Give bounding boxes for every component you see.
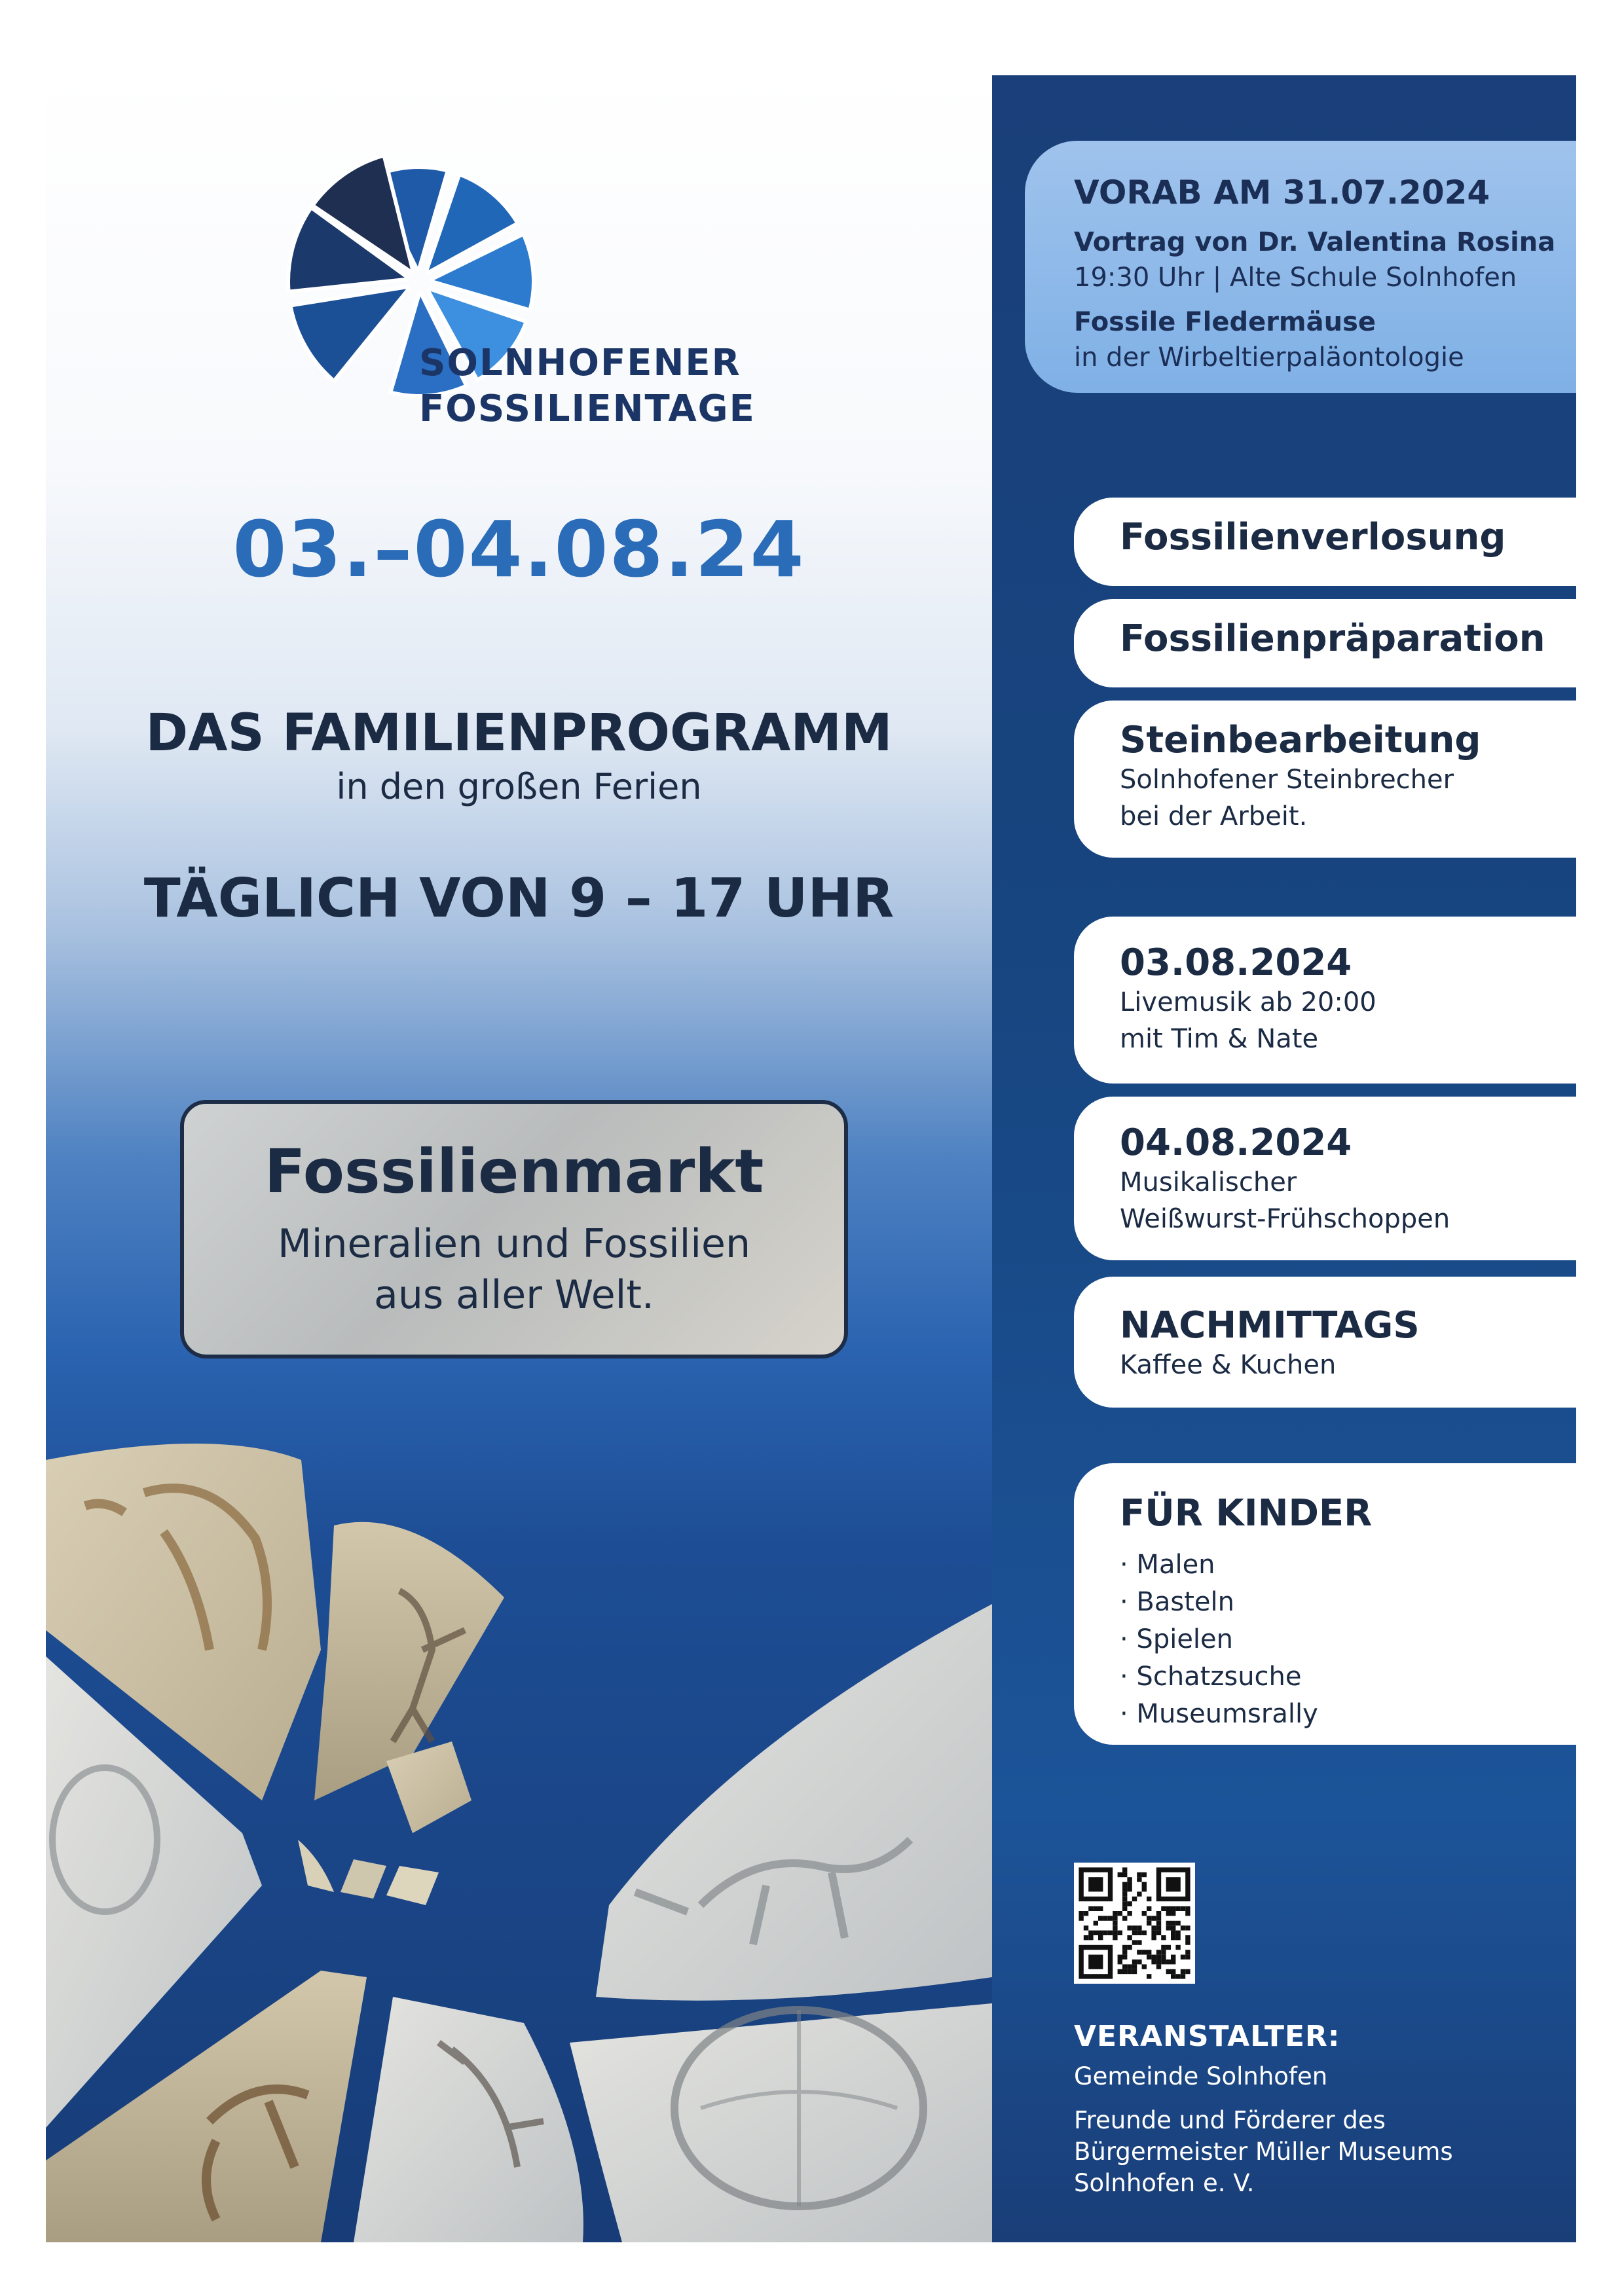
pre-event-title: VORAB AM 31.07.2024 bbox=[1074, 173, 1490, 211]
fossil-collage-image bbox=[46, 1434, 992, 2242]
organizer-title: VERANSTALTER: bbox=[1074, 2020, 1340, 2053]
organizer-association: Freunde und Förderer des Bürgermeister Müller Museums Solnhofen e. V. bbox=[1074, 2106, 1453, 2197]
qr-code-icon[interactable] bbox=[1074, 1863, 1195, 1984]
kids-activity-list bbox=[1120, 1546, 1576, 1733]
fossil-slab-tiny-2 bbox=[341, 1859, 386, 1899]
kids-activity-item: · Schatzsuche bbox=[1120, 1662, 1302, 1692]
fossil-slab-prawn bbox=[354, 1997, 583, 2242]
afternoon-title: NACHMITTAGS bbox=[1120, 1304, 1420, 1347]
organizer-municipality: Gemeinde Solnhofen bbox=[1074, 2062, 1328, 2090]
program-item-verlosung bbox=[1074, 498, 1576, 586]
kids-activity-item: · Museumsrally bbox=[1120, 1699, 1318, 1729]
market-line-2: aus aller Welt. bbox=[374, 1272, 654, 1318]
fossil-slab-tiny-3 bbox=[386, 1866, 439, 1905]
day-2-date: 04.08.2024 bbox=[1120, 1121, 1352, 1164]
kids-activity-item: · Malen bbox=[1120, 1550, 1215, 1580]
fossil-slab-tiny-1 bbox=[298, 1840, 334, 1892]
stein-line-2: bei der Arbeit. bbox=[1120, 801, 1308, 831]
kids-title: FÜR KINDER bbox=[1120, 1492, 1373, 1535]
family-program-subtitle: in den großen Ferien bbox=[336, 766, 702, 807]
afternoon-text: Kaffee & Kuchen bbox=[1120, 1350, 1337, 1380]
program-item-praeparation bbox=[1074, 599, 1576, 687]
day-2-line-1: Musikalischer bbox=[1120, 1167, 1297, 1197]
event-date: 03.–04.08.24 bbox=[232, 504, 805, 594]
stein-line-1: Solnhofener Steinbrecher bbox=[1120, 765, 1454, 795]
market-description bbox=[184, 1218, 844, 1321]
kids-activity-item: · Basteln bbox=[1120, 1587, 1234, 1617]
family-program-title: DAS FAMILIENPROGRAMM bbox=[145, 704, 893, 763]
logo-wordmark bbox=[419, 340, 756, 432]
pre-event-lecture-box bbox=[1025, 141, 1576, 393]
lecture-topic-title: Fossile Fledermäuse bbox=[1074, 307, 1376, 337]
fossil-slab-dinosaur bbox=[596, 1604, 992, 2001]
program-item-day-2 bbox=[1074, 1097, 1576, 1260]
day-1-date: 03.08.2024 bbox=[1120, 941, 1352, 984]
verlosung-title: Fossilienverlosung bbox=[1120, 516, 1506, 558]
program-item-day-1 bbox=[1074, 917, 1576, 1084]
day-1-line-1: Livemusik ab 20:00 bbox=[1120, 987, 1376, 1017]
day-2-line-2: Weißwurst-Frühschoppen bbox=[1120, 1204, 1450, 1234]
logo-petal bbox=[290, 287, 408, 381]
program-item-kids bbox=[1074, 1463, 1576, 1745]
market-line-1: Mineralien und Fossilien bbox=[278, 1221, 750, 1267]
day-1-line-2: mit Tim & Nate bbox=[1120, 1024, 1319, 1054]
program-item-steinbearbeitung bbox=[1074, 701, 1576, 858]
kids-activity-item: · Spielen bbox=[1120, 1624, 1234, 1654]
daily-hours: TÄGLICH VON 9 – 17 UHR bbox=[143, 867, 895, 930]
logo-line-1: SOLNHOFENER bbox=[419, 342, 741, 384]
lecture-topic-subtitle: in der Wirbeltierpaläontologie bbox=[1074, 342, 1464, 373]
lecture-time-place: 19:30 Uhr | Alte Schule Solnhofen bbox=[1074, 263, 1517, 293]
fossil-market-box bbox=[180, 1100, 848, 1358]
stein-title: Steinbearbeitung bbox=[1120, 719, 1481, 761]
logo-line-2: FOSSILIENTAGE bbox=[419, 388, 756, 430]
lecture-speaker: Vortrag von Dr. Valentina Rosina bbox=[1074, 227, 1556, 257]
market-title: Fossilienmarkt bbox=[264, 1137, 764, 1207]
praeparation-title: Fossilienpräparation bbox=[1120, 617, 1545, 660]
program-item-afternoon bbox=[1074, 1277, 1576, 1408]
